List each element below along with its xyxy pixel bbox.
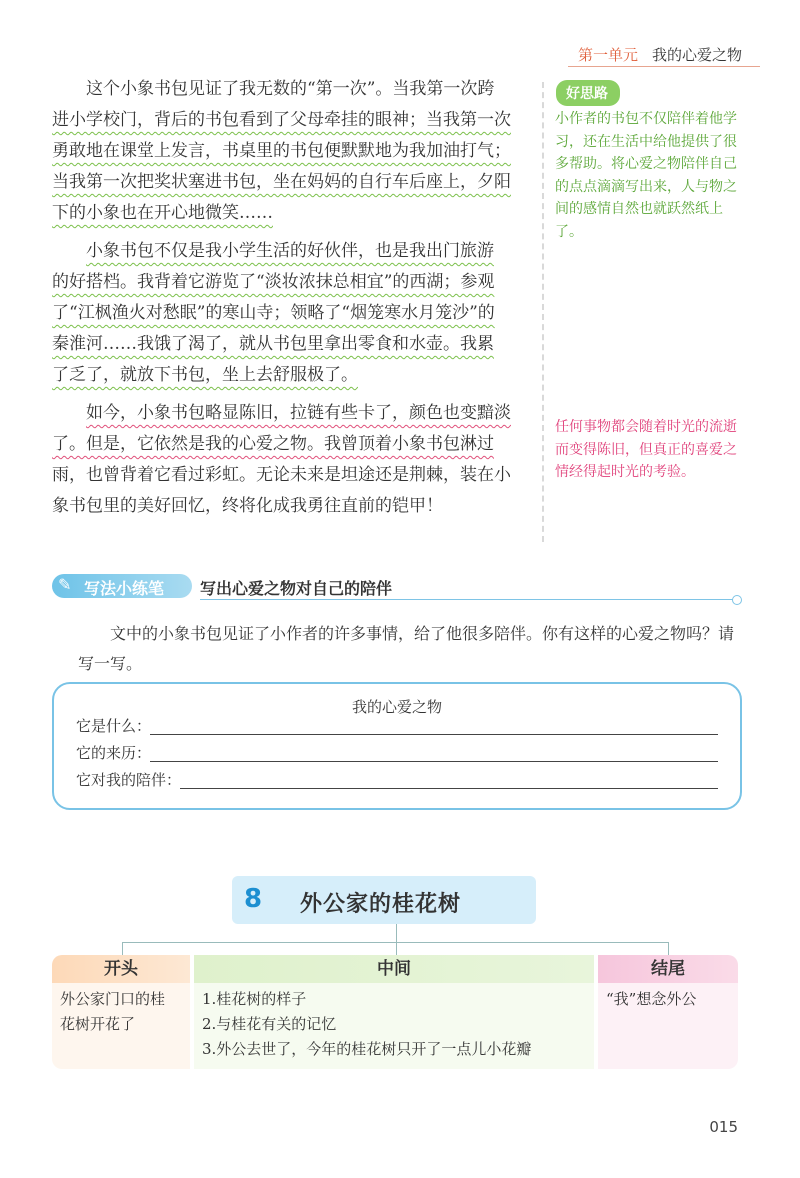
outline-item: 3.外公去世了，今年的桂花树只开了一点儿小花瓣 xyxy=(202,1040,532,1058)
writing-line-what[interactable]: 它是什么： xyxy=(76,714,718,738)
article xyxy=(52,74,530,529)
outline-connector xyxy=(668,942,669,955)
underlined-line: 秦淮河……我饿了渴了，就从书包里拿出零食和水壶。我累 xyxy=(52,334,494,354)
sidebar-divider xyxy=(542,82,544,542)
underlined-line: 当我第一次把奖状塞进书包，坐在妈妈的自行车后座上，夕阳 xyxy=(52,172,511,192)
unit-label: 第一单元 xyxy=(577,46,638,64)
writing-line-origin[interactable]: 它的来历： xyxy=(76,741,718,765)
practice-section-header xyxy=(52,572,742,602)
outline-middle-body xyxy=(194,983,594,1069)
paragraph-1: 这个小象书包见证了我无数的“第一次”。当我第一次跨 进小学校门，背后的书包看到了父母牵挂的眼神；当我第一次 勇敢地在课堂上发言，书桌里的书包便默默地为我加油打气； 当我第一次把奖状塞进书包，坐在妈妈的自行车后座上，夕阳 下的小象也在开心地微笑…… xyxy=(52,79,511,223)
practice-prompt: 文中的小象书包见证了小作者的许多事情，给了他很多陪伴。你有这样的心爱之物吗？请写一写。 xyxy=(78,624,735,673)
writing-line-companionship[interactable]: 它对我的陪伴： xyxy=(76,768,718,792)
practice-rule xyxy=(200,599,736,600)
underlined-line: 的好搭档。我背着它游览了“淡妆浓抹总相宜”的西湖；参观 xyxy=(52,272,495,292)
good-idea-badge: 好思路 xyxy=(556,80,620,106)
outline-connector xyxy=(396,924,397,942)
outline-connector xyxy=(122,942,123,955)
outline-end-body: “我”想念外公 xyxy=(598,983,738,1069)
paragraph-3: 如今，小象书包略显陈旧，拉链有些卡了，颜色也变黯淡 了。但是，它依然是我的心爱之物。我曾顶着小象书包淋过 雨，也曾背着它看过彩虹。无论未来是坦途还是荆棘，装在小 象书包里的美好回忆，终将化成我勇往直前的铠甲！ xyxy=(52,403,511,516)
underlined-line: 了乏了，就放下书包，坐上去舒服极了。 xyxy=(52,365,358,385)
underlined-line: 了“江枫渔火对愁眠”的寒山寺；领略了“烟笼寒水月笼沙”的 xyxy=(52,303,495,323)
writing-box-title: 我的心爱之物 xyxy=(351,698,442,716)
sidebar-note-2: 任何事物都会随着时光的流逝而变得陈旧，但真正的喜爱之情经得起时光的考验。 xyxy=(555,419,737,480)
underlined-line: 如今，小象书包略显陈旧，拉链有些卡了，颜色也变黯淡 xyxy=(86,403,511,423)
unit-name: 我的心爱之物 xyxy=(651,46,742,64)
writing-box xyxy=(52,682,742,810)
outline-connector xyxy=(122,942,668,943)
practice-title: 写出心爱之物对自己的陪伴 xyxy=(200,579,393,598)
outline-start-head: 开头 xyxy=(52,955,190,983)
underlined-line: 勇敢地在课堂上发言，书桌里的书包便默默地为我加油打气； xyxy=(52,141,511,161)
pen-icon: ✎ xyxy=(58,575,72,594)
underlined-line: 小象书包不仅是我小学生活的好伙伴，也是我出门旅游 xyxy=(86,241,494,261)
outline-item: 1.桂花树的样子 xyxy=(202,990,307,1008)
practice-label: 写法小练笔 xyxy=(84,579,165,598)
outline-end-head: 结尾 xyxy=(598,955,738,983)
outline-middle-head: 中间 xyxy=(194,955,594,983)
underlined-line: 下的小象也在开心地微笑…… xyxy=(52,203,273,223)
lesson-number: 8 xyxy=(244,884,263,914)
page-number: 015 xyxy=(709,1118,738,1136)
outline-connector xyxy=(396,942,397,955)
outline-item: 2.与桂花有关的记忆 xyxy=(202,1015,337,1033)
header-rule xyxy=(568,66,760,67)
underlined-line: 进小学校门，背后的书包看到了父母牵挂的眼神；当我第一次 xyxy=(52,110,511,130)
underlined-line: 了。但是，它依然是我的心爱之物。我曾顶着小象书包淋过 xyxy=(52,434,494,454)
lesson-title-banner xyxy=(232,876,536,924)
outline-start-body: 外公家门口的桂 花树开花了 xyxy=(52,983,190,1069)
lesson-title: 外公家的桂花树 xyxy=(300,892,462,917)
paragraph-2 xyxy=(52,236,530,391)
practice-rule-dot xyxy=(732,595,742,605)
sidebar-note-1: 小作者的书包不仅陪伴着他学习，还在生活中给他提供了很多帮助。将心爱之物陪伴自己的点点滴滴写出来，人与物之间的感情自然也就跃然纸上了。 xyxy=(555,111,737,240)
